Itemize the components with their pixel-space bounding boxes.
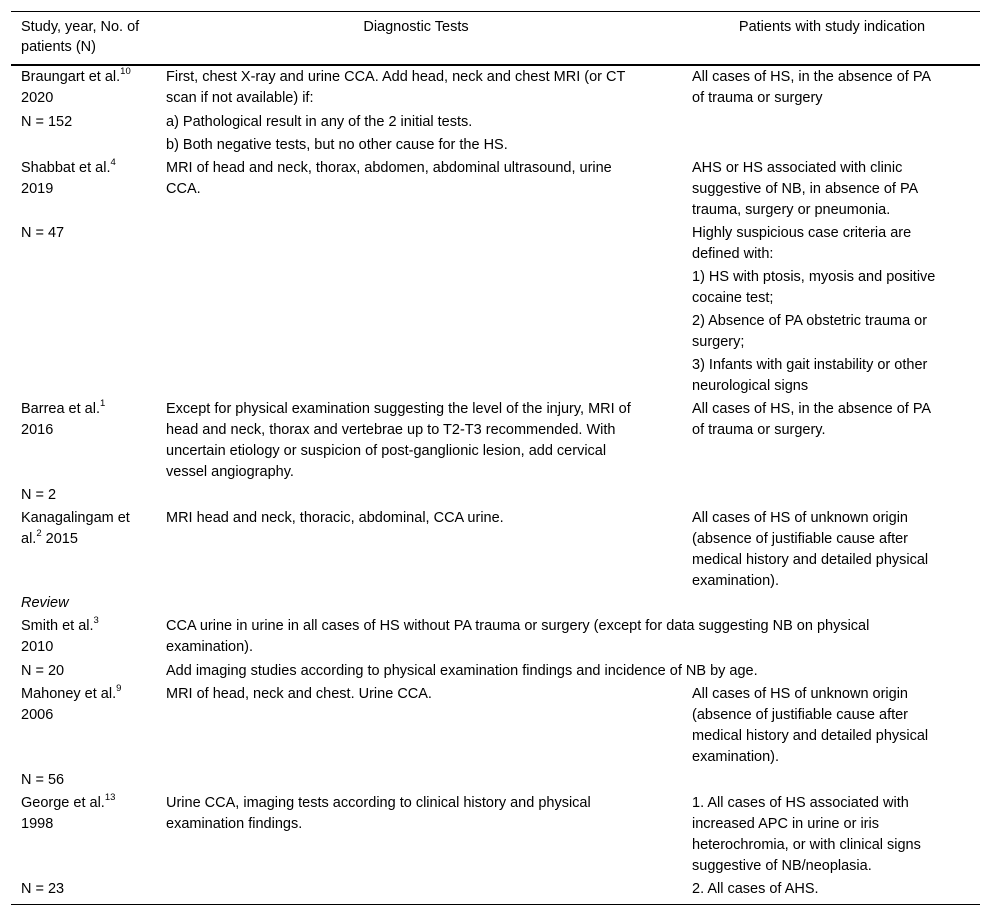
indication-george-1: 1. All cases of HS associated with increased APC in urine or iris heterochromia, or with clinical signs suggestive of NB/neoplasia. bbox=[692, 795, 921, 874]
study-shabbat: Shabbat et al.$^4$ 2019 bbox=[21, 157, 116, 197]
header-patients-indication: Patients with study indication bbox=[738, 19, 926, 35]
tests-shabbat: MRI of head and neck, thorax, abdomen, abdominal ultrasound, urine CCA. bbox=[166, 160, 612, 197]
header-study: Study, year, No. of patients (N) bbox=[21, 19, 140, 55]
study-braungart-n: N = 152 bbox=[21, 114, 73, 130]
tests-george: Urine CCA, imaging tests according to clinical history and physical examination findings. bbox=[166, 795, 591, 832]
study-braungart: Braungart et al.$^{10}$ 2020 bbox=[21, 66, 131, 106]
study-barrea-n: N = 2 bbox=[21, 487, 57, 503]
tests-smith-2: Add imaging studies according to physical examination findings and incidence of NB by age. bbox=[166, 663, 758, 679]
review-label: Review bbox=[21, 595, 69, 611]
study-kanagalingam: Kanagalingam et al.$^2$ 2015 bbox=[21, 510, 130, 547]
tests-braungart-2: a) Pathological result in any of the 2 initial tests. bbox=[166, 114, 473, 130]
header-bottom-rule bbox=[11, 64, 980, 66]
tests-braungart-3: b) Both negative tests, but no other cause for the HS. bbox=[166, 137, 508, 153]
study-smith: Smith et al.$^3$ 2010 bbox=[21, 615, 99, 655]
indication-shabbat-3: 1) HS with ptosis, myosis and positive cocaine test; bbox=[692, 269, 936, 306]
table-top-rule bbox=[11, 11, 980, 12]
indication-shabbat-1: AHS or HS associated with clinic suggestive of NB, in absence of PA trauma, surgery or pneumonia. bbox=[692, 160, 918, 218]
tests-smith-1: CCA urine in urine in all cases of HS without PA trauma or surgery (except for data suggesting NB on physical examination). bbox=[166, 618, 870, 655]
indication-george-2: 2. All cases of AHS. bbox=[692, 881, 819, 897]
indication-shabbat-2: Highly suspicious case criteria are defined with: bbox=[692, 225, 912, 262]
study-smith-n: N = 20 bbox=[21, 663, 65, 679]
indication-mahoney: All cases of HS of unknown origin (absence of justifiable cause after medical history and detailed physical examination). bbox=[692, 686, 929, 765]
study-shabbat-n: N = 47 bbox=[21, 225, 65, 241]
indication-shabbat-4: 2) Absence of PA obstetric trauma or surgery; bbox=[692, 313, 928, 350]
tests-kanagalingam: MRI head and neck, thoracic, abdominal, CCA urine. bbox=[166, 510, 504, 526]
study-george: George et al.$^{13}$ 1998 bbox=[21, 792, 116, 832]
table-bottom-rule bbox=[11, 904, 980, 905]
indication-braungart: All cases of HS, in the absence of PA of trauma or surgery bbox=[692, 69, 931, 106]
tests-braungart-1: First, chest X-ray and urine CCA. Add head, neck and chest MRI (or CT scan if not available) if: bbox=[166, 69, 626, 106]
study-mahoney-n: N = 56 bbox=[21, 772, 65, 788]
study-mahoney: Mahoney et al.$^9$ 2006 bbox=[21, 683, 122, 723]
indication-shabbat-5: 3) Infants with gait instability or other neurological signs bbox=[692, 357, 928, 394]
study-george-n: N = 23 bbox=[21, 881, 65, 897]
tests-mahoney: MRI of head, neck and chest. Urine CCA. bbox=[166, 686, 432, 702]
study-barrea: Barrea et al.$^1$ 2016 bbox=[21, 398, 106, 438]
indication-barrea: All cases of HS, in the absence of PA of trauma or surgery. bbox=[692, 401, 931, 438]
tests-barrea: Except for physical examination suggesting the level of the injury, MRI of head and neck, thorax and vertebrae up to T2-T3 recommended. With uncertain etiology or suspicion of post-ganglionic lesion, add cervical vessel angiography. bbox=[166, 401, 631, 480]
header-diagnostic-tests: Diagnostic Tests bbox=[363, 19, 469, 35]
indication-kanagalingam: All cases of HS of unknown origin (absence of justifiable cause after medical history and detailed physical examination). bbox=[692, 510, 929, 589]
